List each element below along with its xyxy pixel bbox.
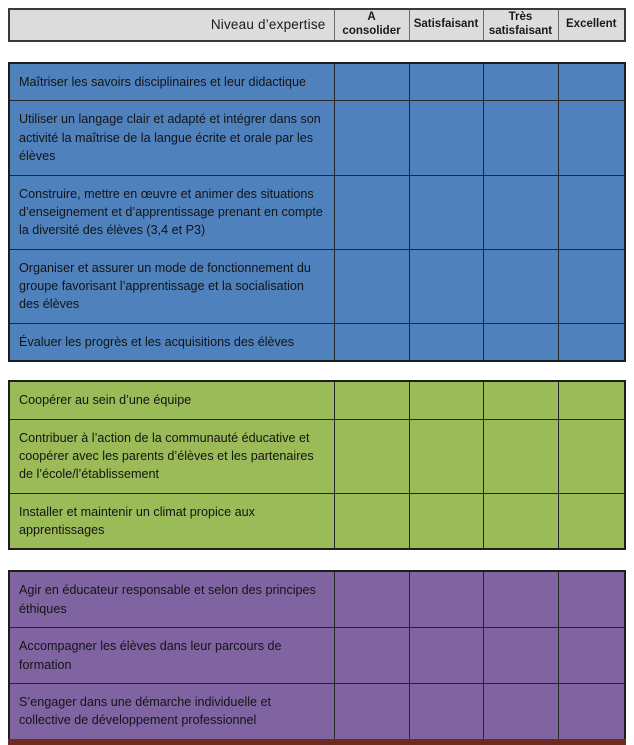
rating-cell-satisfaisant[interactable] (409, 101, 483, 175)
rating-cell-tres-satisfaisant[interactable] (483, 323, 558, 361)
column-header-a-consolider (334, 9, 409, 41)
table-row (9, 419, 625, 493)
rating-cell-a-consolider[interactable] (334, 381, 409, 419)
column-header-tres-satisfaisant (483, 9, 558, 41)
column-header-line1: Très (508, 11, 533, 24)
rating-cell-satisfaisant[interactable] (409, 63, 483, 101)
rating-cell-satisfaisant[interactable] (409, 493, 483, 549)
rating-cell-tres-satisfaisant[interactable] (483, 63, 558, 101)
rating-cell-excellent[interactable] (558, 381, 625, 419)
rating-cell-a-consolider[interactable] (334, 628, 409, 684)
rating-cell-excellent[interactable] (558, 249, 625, 323)
rating-cell-excellent[interactable] (558, 101, 625, 175)
table-row (9, 571, 625, 627)
rating-cell-a-consolider[interactable] (334, 63, 409, 101)
rating-cell-a-consolider[interactable] (334, 249, 409, 323)
block-purple-table (8, 570, 626, 744)
rating-cell-satisfaisant[interactable] (409, 249, 483, 323)
competency-label: Organiser et assurer un mode de fonctionnement du groupe favorisant l’apprentissage et la socialisation des élèves (9, 249, 334, 323)
block-blue (0, 62, 634, 362)
rating-cell-satisfaisant[interactable] (409, 419, 483, 493)
rating-cell-tres-satisfaisant[interactable] (483, 249, 558, 323)
competency-label: Évaluer les progrès et les acquisitions des élèves (9, 323, 334, 361)
table-row (9, 628, 625, 684)
rating-cell-tres-satisfaisant[interactable] (483, 419, 558, 493)
column-header-line1: A (367, 11, 376, 24)
competency-label: Agir en éducateur responsable et selon des principes éthiques (9, 571, 334, 627)
page-title: Niveau d’expertise (9, 9, 334, 41)
column-header-excellent (558, 9, 625, 41)
column-header-line2: consolider (342, 25, 401, 37)
block-green (0, 380, 634, 550)
competency-blocks (0, 62, 634, 745)
rating-cell-a-consolider[interactable] (334, 493, 409, 549)
rating-cell-tres-satisfaisant[interactable] (483, 101, 558, 175)
column-header-line2: satisfaisant (488, 25, 553, 37)
rating-cell-tres-satisfaisant[interactable] (483, 381, 558, 419)
rating-cell-excellent[interactable] (558, 571, 625, 627)
competency-label: Installer et maintenir un climat propice aux apprentissages (9, 493, 334, 549)
rating-cell-excellent[interactable] (558, 323, 625, 361)
header-row (9, 9, 625, 41)
rating-cell-tres-satisfaisant[interactable] (483, 683, 558, 741)
rating-cell-tres-satisfaisant[interactable] (483, 493, 558, 549)
rating-cell-a-consolider[interactable] (334, 175, 409, 249)
block-purple (0, 570, 634, 744)
rating-cell-a-consolider[interactable] (334, 323, 409, 361)
rating-cell-a-consolider[interactable] (334, 683, 409, 741)
rating-cell-a-consolider[interactable] (334, 419, 409, 493)
rating-cell-excellent[interactable] (558, 63, 625, 101)
column-header-satisfaisant (409, 9, 483, 41)
competency-label: S’engager dans une démarche individuelle et collective de développement professionnel (9, 683, 334, 741)
rating-cell-satisfaisant[interactable] (409, 175, 483, 249)
rating-cell-satisfaisant[interactable] (409, 628, 483, 684)
rating-cell-satisfaisant[interactable] (409, 571, 483, 627)
table-row (9, 381, 625, 419)
rating-cell-a-consolider[interactable] (334, 101, 409, 175)
rating-cell-excellent[interactable] (558, 493, 625, 549)
competency-label: Coopérer au sein d’une équipe (9, 381, 334, 419)
competency-label: Construire, mettre en œuvre et animer des situations d’enseignement et d’apprentissage prenant en compte la diversité des élèves (3,4 et P3) (9, 175, 334, 249)
rating-cell-a-consolider[interactable] (334, 571, 409, 627)
competency-label: Accompagner les élèves dans leur parcours de formation (9, 628, 334, 684)
rating-cell-excellent[interactable] (558, 419, 625, 493)
table-row (9, 493, 625, 549)
rating-cell-satisfaisant[interactable] (409, 683, 483, 741)
table-row (9, 101, 625, 175)
competency-label: Utiliser un langage clair et adapté et intégrer dans son activité la maîtrise de la langue écrite et orale par les élèves (9, 101, 334, 175)
competency-label: Maîtriser les savoirs disciplinaires et leur didactique (9, 63, 334, 101)
rating-cell-excellent[interactable] (558, 175, 625, 249)
table-row (9, 323, 625, 361)
rating-cell-satisfaisant[interactable] (409, 323, 483, 361)
rating-cell-tres-satisfaisant[interactable] (483, 628, 558, 684)
grid-header (0, 0, 634, 42)
table-row (9, 63, 625, 101)
rating-cell-tres-satisfaisant[interactable] (483, 571, 558, 627)
header-table (8, 8, 626, 42)
table-row (9, 249, 625, 323)
rating-cell-tres-satisfaisant[interactable] (483, 175, 558, 249)
block-green-table (8, 380, 626, 550)
table-row (9, 683, 625, 741)
rating-cell-excellent[interactable] (558, 683, 625, 741)
block-blue-table (8, 62, 626, 362)
column-header-line1: Excellent (566, 18, 617, 31)
rating-cell-satisfaisant[interactable] (409, 381, 483, 419)
table-row (9, 175, 625, 249)
competency-label: Contribuer à l’action de la communauté éducative et coopérer avec les parents d’élèves et les partenaires de l’école/l’établissement (9, 419, 334, 493)
column-header-line1: Satisfaisant (413, 18, 479, 31)
rating-cell-excellent[interactable] (558, 628, 625, 684)
